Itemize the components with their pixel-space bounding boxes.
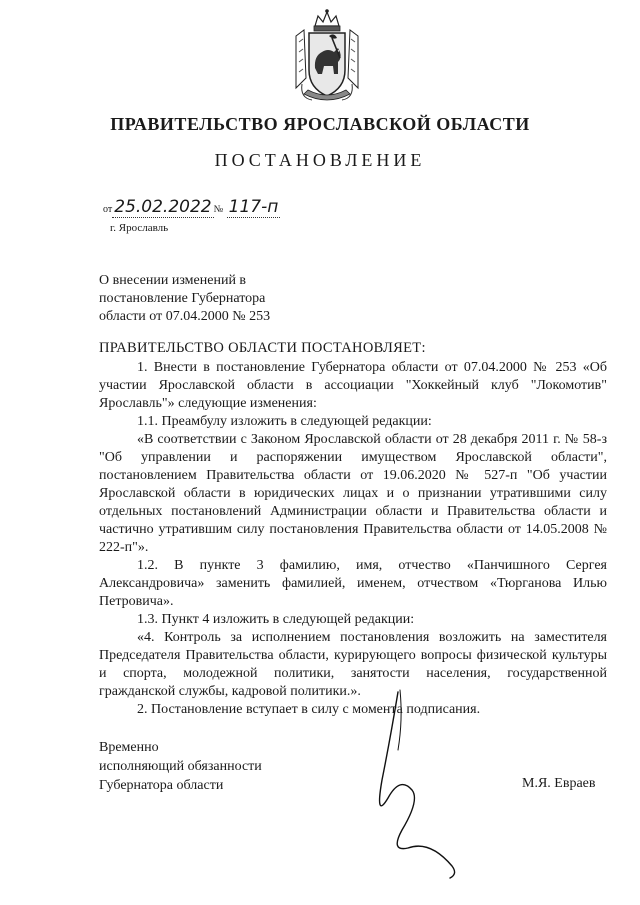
date-number-line [103, 197, 280, 217]
decree-paragraph: 1. Внести в постановление Губернатора области от 07.04.2000 № 253 «Об участии Ярославской области в ассоциации "Хоккейный клуб "Локомотив" Ярославль"» следующие изменения: [99, 360, 607, 411]
document-subject [99, 272, 270, 326]
decree-paragraph: 2. Постановление вступает в силу с момента подписания. [137, 702, 481, 717]
number-prefix: № [213, 204, 224, 215]
document-city: г. Ярославль [110, 222, 169, 234]
document-number: 117-п [228, 197, 279, 217]
signatory-position [99, 738, 262, 795]
subject-line: О внесении изменений в [99, 273, 247, 288]
decree-paragraph: 1.2. В пункте 3 фамилию, имя, отчество «Панчишного Сергея Александровича» заменить фамилией, именем, отчеством «Тюрганова Илью Петровича». [99, 558, 607, 609]
decree-paragraph: «4. Контроль за исполнением постановления возложить на заместителя Председателя Правительства области, курирующего вопросы физической культуры и спорта, молодежной политики, занятости населения, государственной гражданской службы, кадровой политики.». [99, 630, 607, 699]
subject-line: постановление Губернатора [99, 291, 266, 306]
date-prefix: от [103, 204, 113, 215]
decree-body [99, 359, 607, 719]
decree-heading: ПРАВИТЕЛЬСТВО ОБЛАСТИ ПОСТАНОВЛЯЕТ: [99, 340, 426, 356]
position-line: исполняющий обязанности [99, 759, 262, 774]
signatory-name: М.Я. Евраев [522, 776, 596, 791]
organization-title: ПРАВИТЕЛЬСТВО ЯРОСЛАВСКОЙ ОБЛАСТИ [110, 114, 530, 134]
coat-of-arms-icon [282, 8, 372, 106]
decree-paragraph: 1.1. Преамбулу изложить в следующей редакции: [137, 414, 432, 429]
position-line: Временно [99, 740, 159, 755]
document-type-title: ПОСТАНОВЛЕНИЕ [214, 150, 426, 170]
handwritten-signature [360, 680, 470, 890]
position-line: Губернатора области [99, 778, 224, 793]
subject-line: области от 07.04.2000 № 253 [99, 309, 271, 324]
decree-paragraph: 1.3. Пункт 4 изложить в следующей редакции: [137, 612, 415, 627]
decree-paragraph: «В соответствии с Законом Ярославской области от 28 декабря 2011 г. № 58-з "Об управлении и распоряжении имуществом Ярославской области", постановлением Правительства области от 19.06.2020 № 527-п "Об участии Ярославской области в юридических лицах и о признании утратившими силу отдельных постановлений Администрации области и Правительства области и частично утратившим силу постановления Правительства области от 14.05.2008 № 222-п"». [99, 432, 607, 555]
document-date: 25.02.2022 [114, 197, 212, 217]
